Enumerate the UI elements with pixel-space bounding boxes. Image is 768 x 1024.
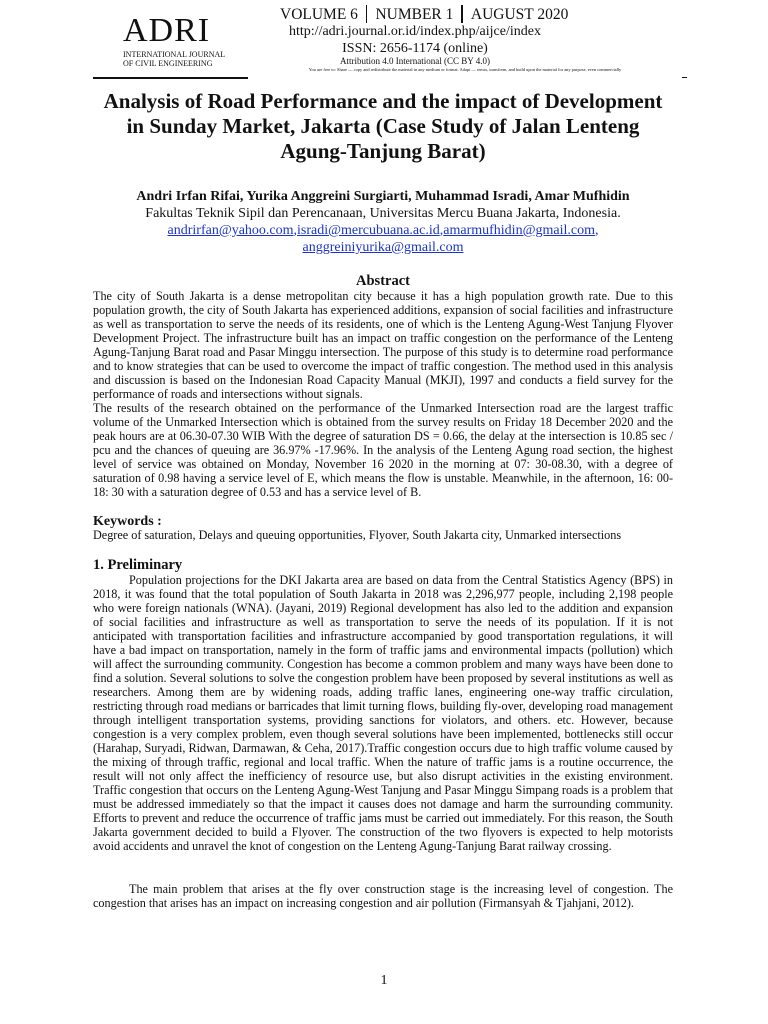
- email-link[interactable]: isradi@mercubuana.ac.id: [297, 223, 440, 238]
- header-rule: [93, 77, 248, 79]
- paper-affiliation: Fakultas Teknik Sipil dan Perencanaan, Universitas Mercu Buana Jakarta, Indonesia.: [145, 206, 621, 221]
- issue-date: AUGUST 2020: [470, 6, 569, 23]
- separator: [366, 5, 368, 23]
- separator: [461, 5, 463, 23]
- logo-subtitle-line2: OF CIVIL ENGINEERING: [123, 59, 213, 68]
- license-note: You are free to: Share — copy and redistribute the material in any medium or format. Adapt — remix, transform, and build upon the material for any purpose, even commercially: [308, 67, 622, 72]
- issn: ISSN: 2656-1174 (online): [342, 41, 488, 56]
- paper-authors: Andri Irfan Rifai, Yurika Anggreini Surgiarti, Muhammad Isradi, Amar Mufhidin: [136, 189, 630, 204]
- email-link[interactable]: amarmufhidin@gmail.com: [443, 223, 595, 238]
- license-attribution: Attribution 4.0 International (CC BY 4.0): [340, 56, 490, 66]
- issue-info: [280, 5, 569, 24]
- keywords-heading: Keywords :: [93, 514, 162, 529]
- abstract-paragraph: The results of the research obtained on the performance of the Unmarked Intersection road are the largest traffic volume of the Unmarked Intersection which is obtained from the survey results on Friday 18 December 2020 and the peak hours are at 06.30-07.30 WIB With the degree of saturation DS = 0.66, the delay at the intersection is 10.85 sec / pcu and the chances of queuing are 36.97% -17.96%. In the analysis of the Lenteng Agung road section, the highest level of service was obtained on Monday, November 16 2020 in the morning at 07: 30-08.30, with a degree of saturation of 0.98 having a service level of E, which means the flow is unstable. Meanwhile, in the afternoon, 16: 00-18: 30 with a saturation degree of 0.53 and has a service level of B.: [93, 401, 673, 499]
- section-paragraph: The main problem that arises at the fly over construction stage is the increasing level of congestion. The congestion that arises has an impact on increasing congestion and air pollution (Firmansyah & Tjahjani, 2012).: [93, 882, 673, 910]
- email-link[interactable]: andrirfan@yahoo.com: [167, 223, 294, 238]
- journal-url[interactable]: http://adri.journal.or.id/index.php/aijce/index: [289, 24, 541, 39]
- page-number: 1: [380, 973, 388, 988]
- keywords-text: Degree of saturation, Delays and queuing opportunities, Flyover, South Jakarta city, Unmarked intersections: [93, 528, 622, 542]
- section-heading: 1. Preliminary: [93, 557, 183, 573]
- abstract-heading: Abstract: [356, 273, 410, 289]
- journal-logo: ADRI: [123, 12, 211, 49]
- paper-title: Analysis of Road Performance and the impact of Development in Sunday Market, Jakarta (Case Study of Jalan Lenteng Agung-Tanjung Barat): [103, 89, 663, 163]
- header-rule-right: [682, 77, 687, 78]
- logo-subtitle-line1: INTERNATIONAL JOURNAL: [123, 50, 226, 59]
- journal-logo-subtitle: [123, 50, 225, 68]
- email-link[interactable]: anggreiniyurika@gmail.com: [302, 240, 464, 255]
- section-paragraph: Population projections for the DKI Jakarta area are based on data from the Central Statistics Agency (BPS) in 2018, it was found that the total population of South Jakarta in 2018 was 2,296,977 people, including 2,198 people who were foreign nationals (WNA). (Jayani, 2019) Regional development has also led to the addition and expansion of social facilities and infrastructure as well as transportation to serve the needs of its population. If it is not anticipated with transportation facilities and infrastructure accompanied by good transportation regulations, it will have a bad impact on transportation, namely in the form of traffic jams and environmental impacts (pollution) which will affect the surrounding community. Congestion has become a common problem and many ways have been done to find a solution. Several solutions to solve the congestion problem have been proposed by several institutions as well as researchers. Among them are by widening roads, adding traffic lanes, engineering one-way traffic circulation, restricting through road medians or barricades that limit turning flows, building fly-over, developing road management through intelligent transportation systems, providing sanctions for violators, and others. etc. However, because congestion is a very complex problem, even though several solutions have been implemented, bottlenecks still occur (Harahap, Suryadi, Ridwan, Darmawan, & Ceha, 2017).Traffic congestion occurs due to high traffic volume caused by the mixing of through traffic, regional and local traffic. When the nature of traffic jams is a routine occurrence, the result will not only affect the inefficiency of resource use, but also disrupt activities in the existing environment. Traffic congestion that occurs on the Lenteng Agung-West Tanjung and Pasar Minggu Simpang roads is a problem that must be addressed immediately so that the impact it causes does not damage and harm the surrounding community. Efforts to prevent and reduce the occurrence of traffic jams must be carried out immediately. For this reason, the South Jakarta government decided to build a Flyover. The construction of the two flyovers is expected to help motorists avoid accidents and unravel the knot of congestion on the Lenteng Agung-Tanjung Barat railway crossing.: [93, 573, 673, 853]
- author-emails: andrirfan@yahoo.com,isradi@mercubuana.ac.id,amarmufhidin@gmail.com, anggreiniyurika@gmail.com: [167, 223, 599, 255]
- volume: VOLUME 6: [280, 6, 358, 23]
- abstract-paragraph: The city of South Jakarta is a dense metropolitan city because it has a high population growth rate. Due to this population growth, the city of South Jakarta has experienced additions, expansion of social facilities and infrastructure as well as transportation to serve the needs of its residents, one of which is the Lenteng Agung-West Tanjung Flyover Development Project. The infrastructure built has an impact on traffic congestion on the performance of the Lenteng Agung-Tanjung Barat road and Pasar Minggu intersection. The purpose of this study is to determine road performance and to know strategies that can be used to overcome the impact of traffic congestion. The method used in this analysis and discussion is based on the Indonesian Road Capacity Manual (MKJI), 1997 and conducts a field survey for the performance of roads and intersections without signals.: [93, 289, 673, 401]
- number: NUMBER 1: [375, 6, 454, 23]
